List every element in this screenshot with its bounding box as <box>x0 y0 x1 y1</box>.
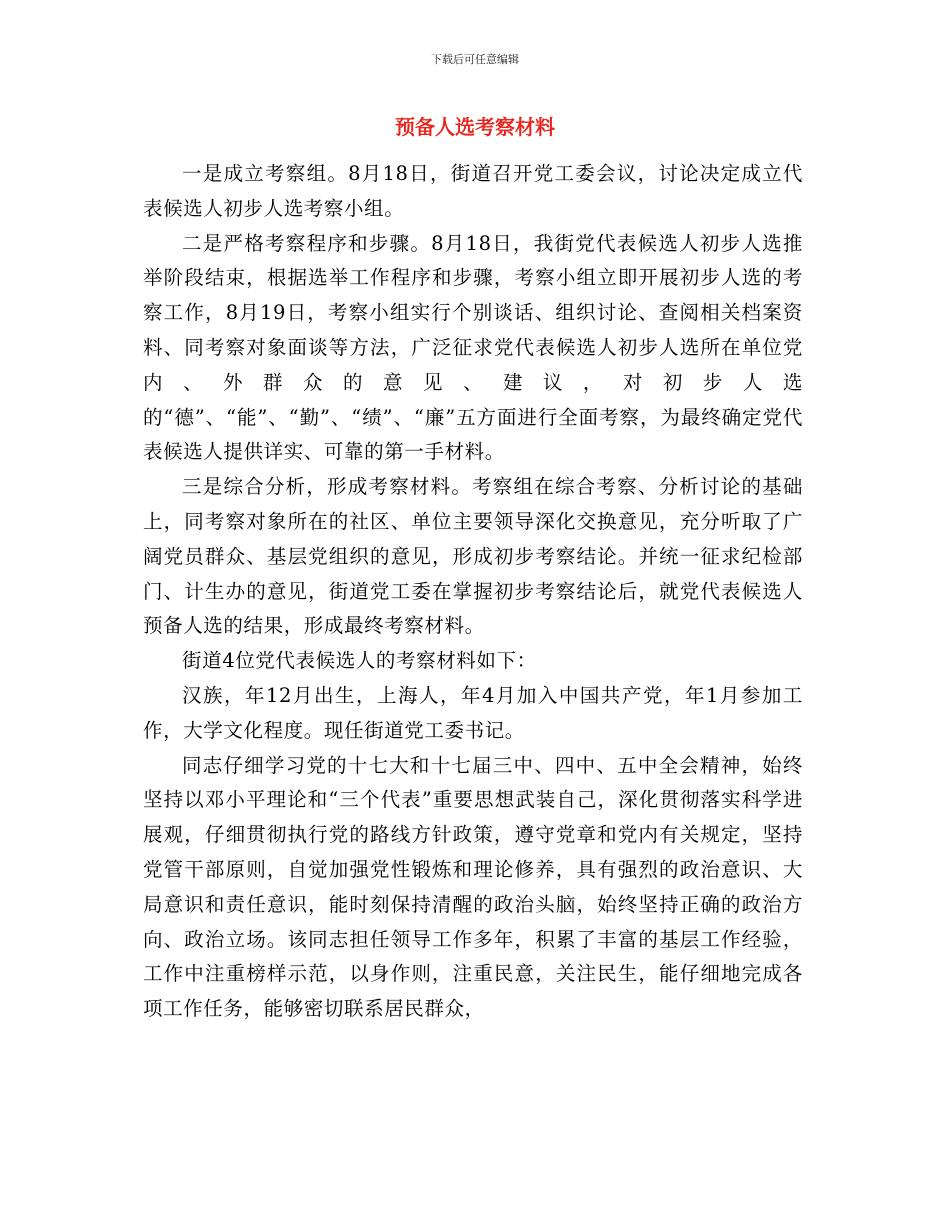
document-title: 预备人选考察材料 <box>395 115 555 139</box>
paragraph-candidate-profile: 汉族，年12月出生，上海人，年4月加入中国共产党，年1月参加工作，大学文化程度。现任街道党工委书记。 <box>143 683 803 742</box>
paragraph-procedure: 二是严格考察程序和步骤。8月18日，我街党代表候选人初步人选推举阶段结束，根据选举工作程序和步骤，考察小组立即开展初步人选的考察工作，8月19日，考察小组实行个别谈话、组织讨论、查阅相关档案资料、同考察对象面谈等方法，广泛征求党代表候选人初步人选所在单位党内、外群众的意见、建议，对初步人选的“德”、“能”、“勤”、“绩”、“廉”五方面进行全面考察，为最终确定党代表候选人提供详实、可靠的第一手材料。 <box>143 231 803 464</box>
page-header-note: 下载后可任意编辑 <box>431 53 519 66</box>
paragraph-candidate-assessment: 同志仔细学习党的十七大和十七届三中、四中、五中全会精神，始终坚持以邓小平理论和“三个代表”重要思想武装自己，深化贯彻落实科学进展观，仔细贯彻执行党的路线方针政策，遵守党章和党内有关规定，坚持党管干部原则，自觉加强党性锻炼和理论修养，具有强烈的政治意识、大局意识和责任意识，能时刻保持清醒的政治头脑，始终坚持正确的政治方向、政治立场。该同志担任领导工作多年，积累了丰富的基层工作经验，工作中注重榜样示范，以身作则，注重民意，关注民生，能仔细地完成各项工作任务，能够密切联系居民群众， <box>143 753 803 1021</box>
document-body <box>143 157 803 1027</box>
paragraph-intro-candidates: 街道4位党代表候选人的考察材料如下： <box>182 649 537 673</box>
paragraph-analysis: 三是综合分析，形成考察材料。考察组在综合考察、分析讨论的基础上，同考察对象所在的社区、单位主要领导深化交换意见，充分听取了广阔党员群众、基层党组织的意见，形成初步考察结论。并统一征求纪检部门、计生办的意见，街道党工委在掌握初步考察结论后，就党代表候选人预备人选的结果，形成最终考察材料。 <box>143 475 803 638</box>
paragraph-establish-group: 一是成立考察组。8月18日，街道召开党工委会议，讨论决定成立代表候选人初步人选考察小组。 <box>143 162 803 220</box>
